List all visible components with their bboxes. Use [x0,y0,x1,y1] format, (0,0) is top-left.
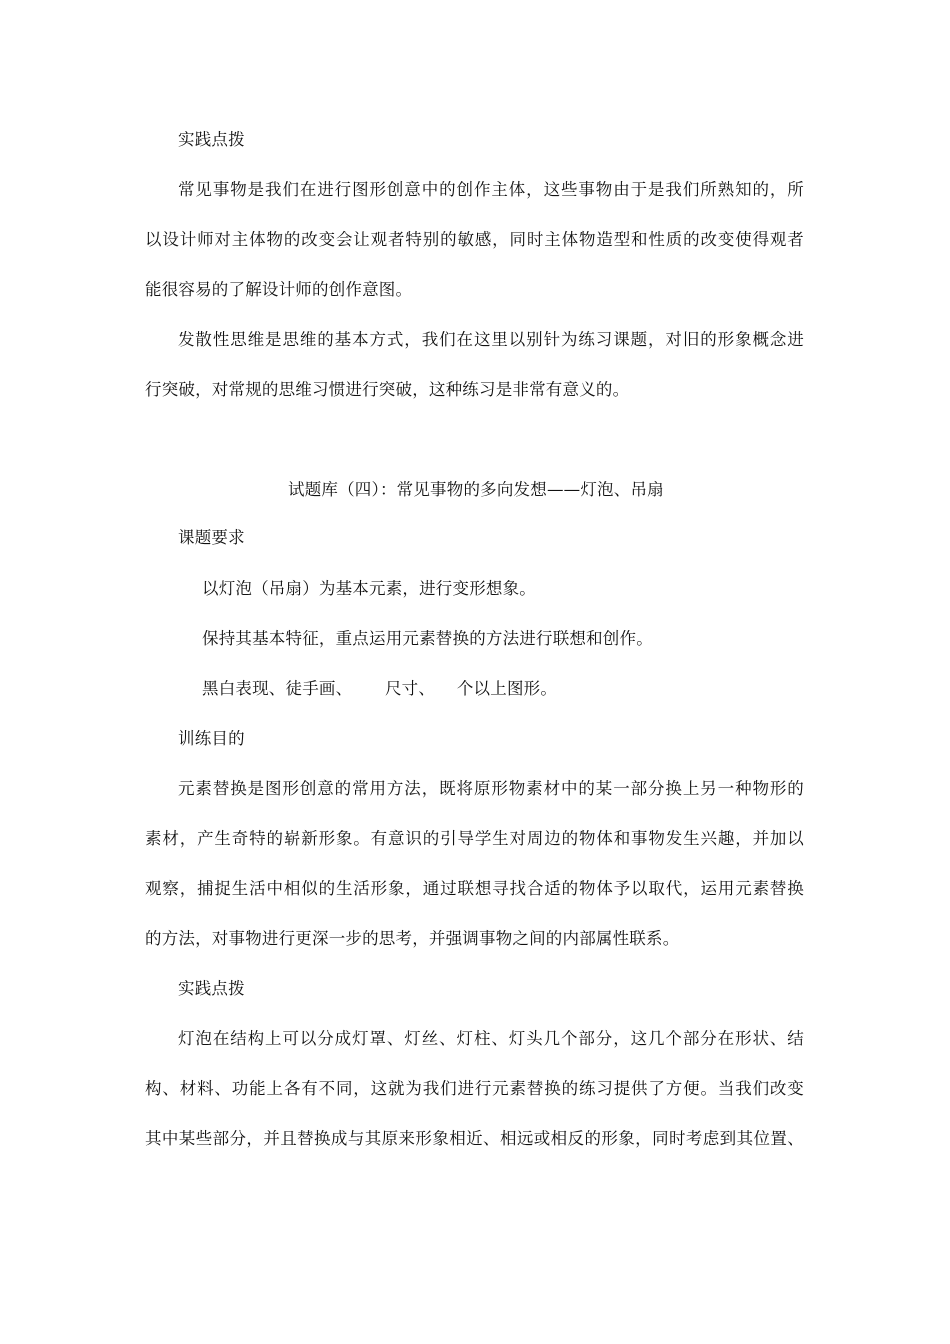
paragraph-line: 其中某些部分，并且替换成与其原来形象相近、相远或相反的形象，同时考虑到其位置、 [145,1129,804,1148]
requirement-item: 以灯泡（吊扇）为基本元素，进行变形想象。 [202,579,536,598]
paragraph-line: 观察，捕捉生活中相似的生活形象，通过联想寻找合适的物体予以取代，运用元素替换 [145,879,804,898]
paragraph-line: 发散性思维是思维的基本方式，我们在这里以别针为练习课题，对旧的形象概念进 [178,330,804,349]
paragraph-line: 灯泡在结构上可以分成灯罩、灯丝、灯柱、灯头几个部分，这几个部分在形状、结 [178,1029,804,1048]
subheading-requirements: 课题要求 [178,528,245,547]
subheading-practice-tips: 实践点拨 [178,979,245,998]
requirement-item: 保持其基本特征，重点运用元素替换的方法进行联想和创作。 [202,629,653,648]
section-heading-practice-tips: 实践点拨 [178,130,245,149]
paragraph-line: 以设计师对主体物的改变会让观者特别的敏感，同时主体物造型和性质的改变使得观者 [145,230,804,249]
paragraph-line: 构、材料、功能上各有不同，这就为我们进行元素替换的练习提供了方便。当我们改变 [145,1079,804,1098]
subheading-training-purpose: 训练目的 [178,729,245,748]
paragraph-line: 元素替换是图形创意的常用方法，既将原形物素材中的某一部分换上另一种物形的 [178,779,804,798]
section-title: 试题库（四）：常见事物的多向发想——灯泡、吊扇 [288,480,664,499]
paragraph-line: 的方法，对事物进行更深一步的思考，并强调事物之间的内部属性联系。 [145,929,680,948]
requirement-item: 黑白表现、徒手画、 尺寸、 个以上图形。 [202,679,558,698]
paragraph-line: 能很容易的了解设计师的创作意图。 [145,280,413,299]
paragraph-line: 常见事物是我们在进行图形创意中的创作主体，这些事物由于是我们所熟知的，所 [178,180,804,199]
paragraph-line: 素材，产生奇特的崭新形象。有意识的引导学生对周边的物体和事物发生兴趣，并加以 [145,829,804,848]
paragraph-line: 行突破，对常规的思维习惯进行突破，这种练习是非常有意义的。 [145,380,630,399]
